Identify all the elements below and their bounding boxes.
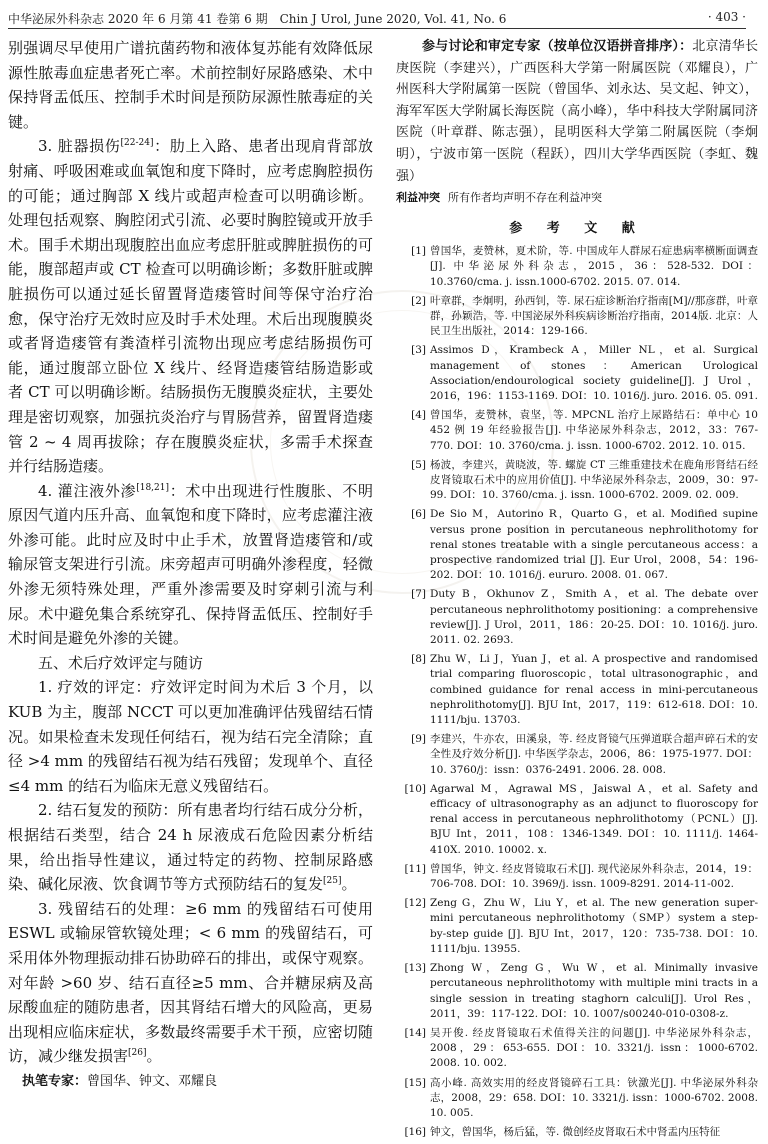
citation-22-24: [22-24]	[120, 138, 154, 149]
reference-item	[396, 732, 758, 778]
reference-number: [4]	[411, 409, 426, 422]
conflict-text: 所有作者均声明不存在利益冲突	[448, 191, 602, 205]
reference-number: [15]	[404, 1076, 426, 1089]
writing-experts	[22, 1071, 373, 1093]
reference-number: [6]	[411, 508, 426, 521]
extravasation-lead: 4. 灌注液外渗	[38, 481, 137, 500]
reference-item	[396, 1026, 758, 1072]
reference-item	[396, 961, 758, 1022]
reference-item	[396, 294, 758, 340]
reference-text: 曾国华，麦赞林，袁坚，等. MPCNL 治疗上尿路结石：单中心 10 452 例 19 年经验报告[J]. 中华泌尿外科杂志，2012，33：767-770. DOI：10. 3760/cma. j. issn. 1000-6702. 2012. 10. 015.	[430, 409, 758, 452]
reference-number: [2]	[411, 294, 426, 307]
reference-text: 钟文，曾国华，杨后猛，等. 微创经皮肾取石术中肾盂内压特征	[430, 1126, 721, 1139]
reference-item	[396, 587, 758, 648]
review-experts	[396, 36, 758, 187]
recurrence-end: 。	[341, 875, 357, 894]
conflict-label: 利益冲突	[396, 191, 440, 205]
reference-list	[396, 244, 758, 1140]
reference-text: 杨波，李建兴，黄晓波，等. 螺旋 CT 三维重建技术在鹿角形肾结石经皮肾镜取石术中的应用价值[J]. 中华泌尿外科杂志，2009，30：97-99. DOI：10. 3760/cma. j. issn. 1000-6702. 2009. 02. 009.	[430, 458, 758, 502]
paragraph-efficacy: 1. 疗效的评定：疗效评定时间为术后 3 个月，以 KUB 为主，腹部 NCCT 可以更加准确评估残留结石情况。如果检查未发现任何结石，视为结石完全清除；直径 >4 mm 的残留结石视为结石残留；发现单个、直径≤4 mm 的结石为临床无意义残留结石。	[8, 678, 373, 795]
section-heading-followup: 五、术后疗效评定与随访	[38, 653, 204, 672]
paragraph-organ-injury	[8, 134, 373, 478]
reference-item	[396, 652, 758, 728]
citation-25: [25]	[323, 876, 342, 887]
reference-text: De Sio M，Autorino R，Quarto G，et al. Modified supine versus prone position in percutaneous nephrolithotomy for renal stones treatable with a single percutaneous access：a prospective randomized trial [J]. Eur Urol，2008，54：196-202. DOI：10. 1016/j. eururo. 2008. 01. 067.	[430, 508, 758, 582]
reference-item	[396, 1125, 758, 1140]
reference-number: [9]	[411, 733, 426, 746]
reference-item	[396, 782, 758, 858]
reference-number: [3]	[411, 344, 426, 357]
reference-text: 高小峰. 高效实用的经皮肾镜碎石工具：钬激光[J]. 中华泌尿外科杂志，2008，29：658. DOI：10. 3321/j. issn：1000-6702. 2008. 10. 005.	[430, 1076, 758, 1119]
reference-number: [8]	[411, 653, 426, 666]
residual-body: 3. 残留结石的处理：≥6 mm 的残留结石可使用 ESWL 或输尿管软镜处理；< 6 mm 的残留结石，可采用体外物理振动排石协助碎石的排出，或保守观察。对年龄 >60 岁、结石直径≥5 mm、合并糖尿病及高尿酸血症的随防患者，因其肾结石增大的风险高，更易出现相应临床症状，多数最终需要手术干预，应密切随访，减少继发损害	[8, 899, 373, 1066]
reference-item	[396, 343, 758, 404]
review-experts-list: 北京清华长庚医院（李建兴），广西医科大学第一附属医院（邓耀良），广州医科大学附属第一医院（曾国华、刘永达、吴文起、钟文），海军军医大学附属长海医院（高小峰），华中科技大学附属同济医院（叶章群、陈志强），昆明医科大学第二附属医院（李炯明），宁波市第一医院（程跃），四川大学华西医院（李虹、魏强）	[396, 39, 758, 184]
paragraph-fluid-extravasation	[8, 479, 373, 651]
right-column	[396, 36, 758, 1144]
paragraph-residual-stones	[8, 897, 373, 1069]
organ-injury-body: ：肋上入路、患者出现肩背部放射痛、呼吸困难或血氧饱和度下降时，应考虑胸腔损伤的可能；通过胸部 X 线片或超声检查可以明确诊断。处理包括观察、胸腔闭式引流、必要时胸腔镜或开放手术。围手术期出现腹腔出血应考虑肝脏或脾脏损伤的可能，腹部超声或 CT 检查可以明确诊断；多数肝脏或脾脏损伤可以通过延长留置肾造瘘管时间等保守治疗治愈，保守治疗无效时应及时手术处理。术后出现腹膜炎或者肾造瘘管有粪渣样引流物出现应考虑结肠损伤可能，通过腹部立卧位 X 线片、经肾造瘘管结肠造影或者 CT 可以明确诊断。结肠损伤无腹膜炎症状，主要处理是密切观察，加强抗炎治疗与胃肠营养，留置肾造瘘管 2 ~ 4 周再拔除；存在腹膜炎症状，多需手术探查并行结肠造瘘。	[8, 137, 373, 476]
reference-number: [5]	[411, 458, 426, 471]
reference-item	[396, 244, 758, 290]
extravasation-body: ：术中出现进行性腹胀、不明原因气道内压升高、血氧饱和度下降时，应考虑灌注液外渗可能。此时应及时中止手术，放置肾造瘘管和/或输尿管支架进行引流。床旁超声可明确外渗程度，轻微外渗无须特殊处理，严重外渗需要及时穿刺引流与利尿。术中避免集合系统穿孔、保持肾盂低压、控制好手术时间是避免外渗的关键。	[8, 481, 373, 648]
review-experts-label: 参与讨论和审定专家（按单位汉语拼音排序）：	[422, 39, 693, 54]
page-number: · 403 ·	[707, 10, 746, 24]
recurrence-body: 2. 结石复发的预防：所有患者均行结石成分分析，根据结石类型，结合 24 h 尿液成石危险因素分析结果，给出指导性建议，通过特定的药物、控制尿路感染、碱化尿液、饮食调节等方式预防结石的复发	[8, 801, 373, 894]
left-column	[8, 36, 373, 1093]
references-heading: 参 考 文 献	[509, 221, 645, 237]
paragraph-sepsis-end: 别强调尽早使用广谱抗菌药物和液体复苏能有效降低尿源性脓毒血症患者死亡率。术前控制好尿路感染、术中保持肾盂低压、控制手术时间是预防尿源性脓毒症的关键。	[8, 39, 373, 131]
reference-text: 吴开俊. 经皮肾镜取石术值得关注的问题[J]. 中华泌尿外科杂志，2008，29：653-655. DOI：10. 3321/j. issn：1000-6702. 2008. 10. 002.	[430, 1026, 758, 1070]
reference-text: 曾国华，钟文. 经皮肾镜取石术[J]. 现代泌尿外科杂志，2014，19：706-708. DOI：10. 3969/j. issn. 1009-8291. 2014-11-002.	[430, 862, 758, 891]
reference-text: Agarwal M，Agrawal MS，Jaiswal A，et al. Safety and efficacy of ultrasonography as an adjunct to fluoroscopy for renal access in percutaneous nephrolithotomy（PCNL）[J]. BJU Int，2011，108：1346-1349. DOI：10. 1111/j. 1464-410X. 2010. 10002. x.	[430, 782, 758, 856]
reference-text: Duty B，Okhunov Z，Smith A，et al. The debate over percutaneous nephrolithotomy positioning：a comprehensive review[J]. J Urol，2011，186：20-25. DOI：10. 1016/j. juro. 2011. 02. 2693.	[430, 588, 758, 647]
reference-item	[396, 1076, 758, 1122]
reference-item	[396, 862, 758, 892]
reference-item	[396, 507, 758, 583]
citation-26: [26]	[128, 1048, 147, 1059]
reference-number: [1]	[411, 245, 426, 258]
reference-text: 叶章群，李炯明，孙西钊，等. 尿石症诊断治疗指南[M]//那彦群，叶章群，孙颖浩，等. 中国泌尿外科疾病诊断治疗指南，2014版. 北京：人民卫生出版社，2014：129-166.	[430, 294, 758, 338]
citation-18-21: [18,21]	[136, 482, 170, 493]
reference-text: 李建兴，牛亦农，田溪泉，等. 经皮肾镜气压弹道联合超声碎石术的安全性及疗效分析[J]. 中华医学杂志，2006，86：1975-1977. DOI：10. 3760/j：issn：0376-2491. 2006. 28. 008.	[430, 733, 758, 776]
residual-end: 。	[146, 1047, 162, 1066]
conflict-of-interest	[396, 189, 758, 207]
reference-text: Zhu W，Li J，Yuan J，et al. A prospective and randomised trial comparing fluoroscopic，total ultrasonographic，and combined guidance for renal access in mini-percutaneous nephrolithotomy[J]. BJU Int，2017，119：612-618. DOI：10. 1111/bju. 13703.	[430, 653, 758, 727]
writing-experts-names: 曾国华、钟文、邓耀良	[87, 1073, 218, 1089]
reference-text: Zhong W，Zeng G，Wu W，et al. Minimally invasive percutaneous nephrolithotomy with multiple mini tracts in a single session in treating staghorn calculi[J]. Urol Res，2011，39：117-122. DOI：10. 1007/s00240-010-0308-z.	[430, 962, 758, 1020]
reference-item	[396, 408, 758, 454]
writing-experts-label: 执笔专家：	[22, 1073, 88, 1089]
reference-item	[396, 458, 758, 504]
reference-number: [11]	[404, 862, 426, 875]
paragraph-recurrence	[8, 798, 373, 896]
reference-text: 曾国华，麦赞林，夏术阶，等. 中国成年人群尿石症患病率横断面调查[J]. 中华泌尿外科杂志，2015，36：528-532. DOI：10.3760/cma. j. issn.1000-6702. 2015. 07. 014.	[430, 245, 758, 288]
reference-text: Zeng G，Zhu W，Liu Y，et al. The new generation super-mini percutaneous nephrolithotomy（SMP）system a step-by-step guide [J]. BJU Int，2017，120：735-738. DOI：10. 1111/bju. 13955.	[430, 897, 758, 955]
header-rule	[8, 28, 746, 29]
reference-text: Assimos D，Krambeck A，Miller NL，et al. Surgical management of stones：American Urological Association/endourological society guideline[J]. J Urol，2016，196：1153-1169. DOI：10. 1016/j. juro. 2016. 05. 091.	[430, 344, 758, 402]
reference-item	[396, 896, 758, 957]
reference-number: [7]	[411, 588, 426, 601]
reference-number: [14]	[404, 1026, 426, 1039]
journal-citation: 中华泌尿外科杂志 2020 年 6 月第 41 卷第 6 期 Chin J Urol, June 2020, Vol. 41, No. 6	[8, 12, 507, 26]
reference-number: [13]	[404, 962, 426, 975]
reference-number: [10]	[404, 782, 426, 795]
reference-number: [12]	[404, 897, 426, 910]
reference-number: [16]	[404, 1126, 426, 1139]
organ-injury-lead: 3. 脏器损伤	[38, 137, 121, 156]
